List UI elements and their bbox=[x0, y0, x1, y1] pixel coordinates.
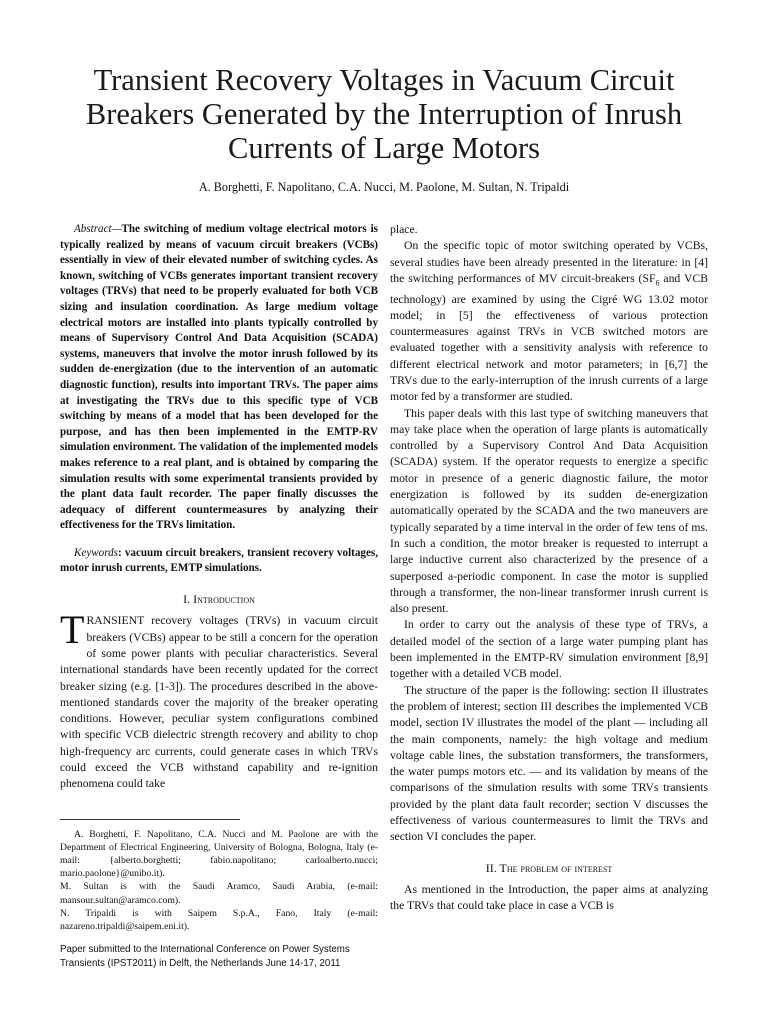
paper-title: Transient Recovery Voltages in Vacuum Circuit Breakers Generated by the Interruption of Inrush Currents of Large Motors bbox=[85, 63, 683, 165]
paragraph-problem: As mentioned in the Introduction, the paper aims at analyzing the TRVs that could take place in case a VCB is bbox=[390, 882, 708, 913]
submission-note: Paper submitted to the International Conference on Power Systems Transients (IPST2011) in Delft, the Netherlands June 14-17, 2011 bbox=[60, 944, 350, 969]
paragraph-scada: This paper deals with this last type of switching maneuvers that may take place when the operation of large plants is automatically controlled by a Supervisory Control And Data Acquisition (SCADA) system. If the operator requests to energize a specific motor in presence of a generic diagnostic failure, the motor energization is followed by its sudden de-energization automatically operated by the SCADA and the two maneuvers are typically separated by a time interval in the order of few tens of ms. In such a condition, the motor breaker is requested to interrupt a large inductive current also characterized by the presence of a superposed a-periodic component. In case the motor is supplied through a transformer, the non-linear transformer inrush current is also present. bbox=[390, 406, 708, 616]
left-column bbox=[60, 222, 378, 970]
abstract bbox=[60, 222, 378, 534]
paragraph-related-work: On the specific topic of motor switching operated by VCBs, several studies have been already presented in the literature: in [4] the switching performances of MV circuit-breakers ($SF_6$ and VCB technology) are examined by using the Cigré WG 13.02 motor model; in [5] the effectiveness of various protection countermeasures against TRVs in VCB switched motors are evaluated together with a sensitivity analysis with reference to different electrical network and motor parameters; in [6,7] the TRVs due to the early-interruption of the inrush currents of a large motor fed by a transformer are studied. bbox=[390, 239, 708, 404]
intro-text: RANSIENT recovery voltages (TRVs) in vacuum circuit breakers (VCBs) appear to be still a concern for the operation of some power plants with peculiar characteristics. Several international standards have been recently updated for the correct breaker sizing (e.g. [1-3]). The procedures described in the above-mentioned standards cover the majority of the breaker operating conditions. However, peculiar system configurations combined with specific VCB dielectric strength recovery and ability to chop high-frequency arc currents, could generate cases in which TRVs could exceed the VCB withstand capability and re-ignition phenomena could take bbox=[60, 614, 378, 791]
paragraph-model: In order to carry out the analysis of these type of TRVs, a detailed model of the section of a large water pumping plant has been implemented in the EMTP-RV simulation environment [8,9] together with a detailed VCB model. bbox=[390, 618, 708, 681]
footnote-rule bbox=[60, 819, 240, 820]
footnote-affiliation-1: A. Borghetti, F. Napolitano, C.A. Nucci and M. Paolone are with the Department of Electrical Engineering, University of Bologna, Bologna, Italy (e-mail: {alberto.borghetti; fabio.napolitano; carloalberto.nucci; mario.paolone}@unibo.it). bbox=[60, 828, 378, 880]
continued-text: place. bbox=[390, 223, 418, 236]
keywords bbox=[60, 546, 378, 577]
abstract-label: Abstract— bbox=[74, 223, 122, 235]
drop-cap: T bbox=[60, 607, 85, 653]
keywords-text: : vacuum circuit breakers, transient recovery voltages, motor inrush currents, EMTP simulations. bbox=[60, 546, 378, 575]
intro-paragraph bbox=[60, 607, 378, 792]
paragraph-structure: The structure of the paper is the following: section II illustrates the problem of interest; section III describes the implemented VCB model, section IV illustrates the model of the plant — including all the main components, namely: the high voltage and medium voltage cable lines, the substation transformers, the transformers, the water pumps motors etc. — and its validation by means of the comparisons of the simulation results with some TRVs transients provided by the plant data fault recorder; section V discusses the effectiveness of various countermeasures to limit the TRVs and section VI concludes the paper. bbox=[390, 683, 708, 844]
right-column bbox=[390, 222, 708, 915]
abstract-text: The switching of medium voltage electrical motors is typically realized by means of vacuum circuit breakers (VCBs) essentially in view of their elevated number of switching cycles. As known, switching of VCBs generates important transient recovery voltages (TRVs) that need to be properly evaluated for both VCB sizing and insulation coordination. As large medium voltage electrical motors are installed into plants typically controlled by means of Supervisory Control And Data Acquisition (SCADA) systems, maneuvers that involve the motor inrush followed by its sudden de-energization (due to the intervention of an automatic diagnostic function), results into important TRVs. The paper aims at investigating the TRVs due to this specific type of VCB switching by means of a model that has been developed for the purpose, and has then been implemented in the EMTP-RV simulation environment. The validation of the implemented models makes reference to a real plant, and is obtained by comparing the simulation results with some experimental transients provided by the plant data fault recorder. The paper finally discusses the adequacy of different countermeasures by analyzing their effectiveness for the TRVs limitation. bbox=[60, 223, 378, 532]
section-heading-problem: II. The problem of interest bbox=[485, 860, 613, 875]
author-list: A. Borghetti, F. Napolitano, C.A. Nucci, M. Paolone, M. Sultan, N. Tripaldi bbox=[198, 180, 570, 194]
footnote-affiliation-2: M. Sultan is with the Saudi Aramco, Saudi Arabia, (e-mail: mansour.sultan@aramco.com). bbox=[60, 881, 378, 906]
keywords-label: Keywords bbox=[74, 546, 118, 559]
section-heading-introduction: I. Introduction bbox=[183, 592, 255, 607]
footnote-affiliation-3: N. Tripaldi is with Saipem S.p.A., Fano, Italy (e-mail: nazareno.tripaldi@saipem.eni.it). bbox=[60, 907, 378, 933]
